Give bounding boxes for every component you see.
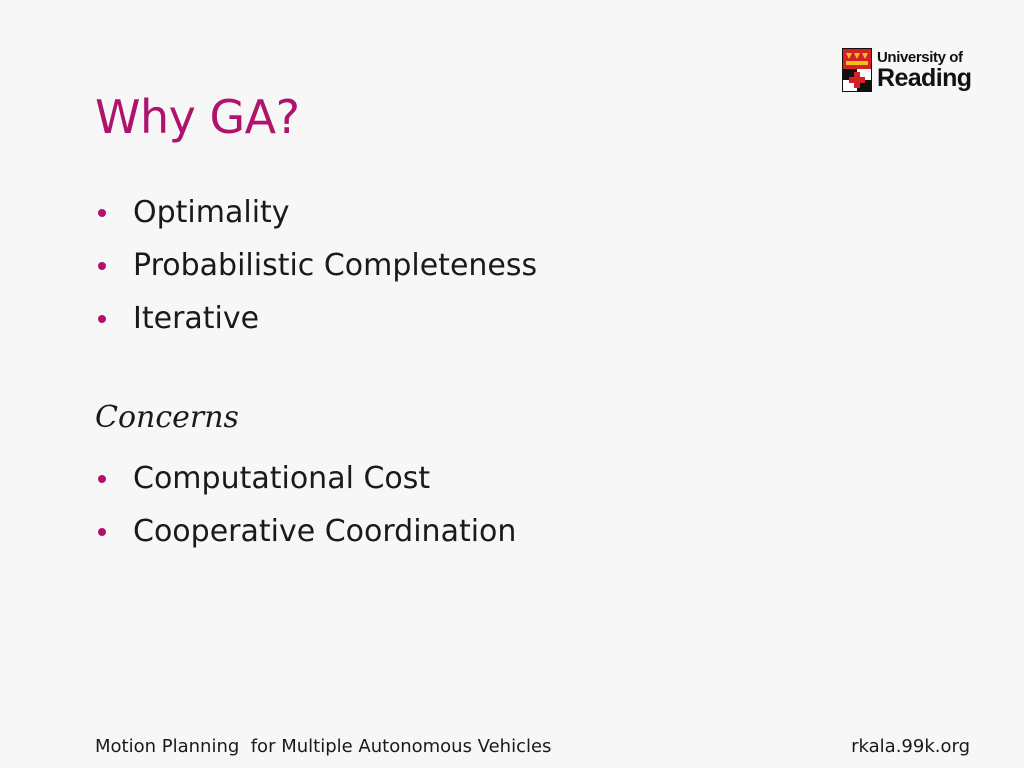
list-item [95, 452, 516, 505]
list-item [95, 186, 537, 239]
logo-text [877, 50, 971, 91]
footer-course-title: Motion Planning for Multiple Autonomous Vehicles [95, 736, 552, 757]
list-item [95, 239, 537, 292]
logo-university-of: University of [877, 48, 963, 66]
list-item-text: Computational Cost [133, 461, 431, 496]
advantages-list [95, 186, 537, 345]
list-item [95, 292, 537, 345]
list-item-text: Probabilistic Completeness [133, 248, 538, 283]
bullet-icon [98, 262, 106, 270]
list-item-text: Optimality [133, 195, 290, 230]
concerns-list [95, 452, 516, 558]
list-item-text: Iterative [133, 301, 260, 336]
footer-website: rkala.99k.org [851, 736, 970, 757]
bullet-icon [98, 209, 106, 217]
list-item-text: Cooperative Coordination [133, 514, 517, 549]
university-logo [842, 47, 976, 93]
bullet-icon [98, 315, 106, 323]
slide-title: Why GA? [95, 90, 300, 144]
concerns-heading: Concerns [95, 400, 239, 435]
list-item [95, 505, 516, 558]
bullet-icon [98, 528, 106, 536]
university-shield-icon [842, 48, 872, 92]
logo-reading: Reading [877, 63, 972, 92]
bullet-icon [98, 475, 106, 483]
